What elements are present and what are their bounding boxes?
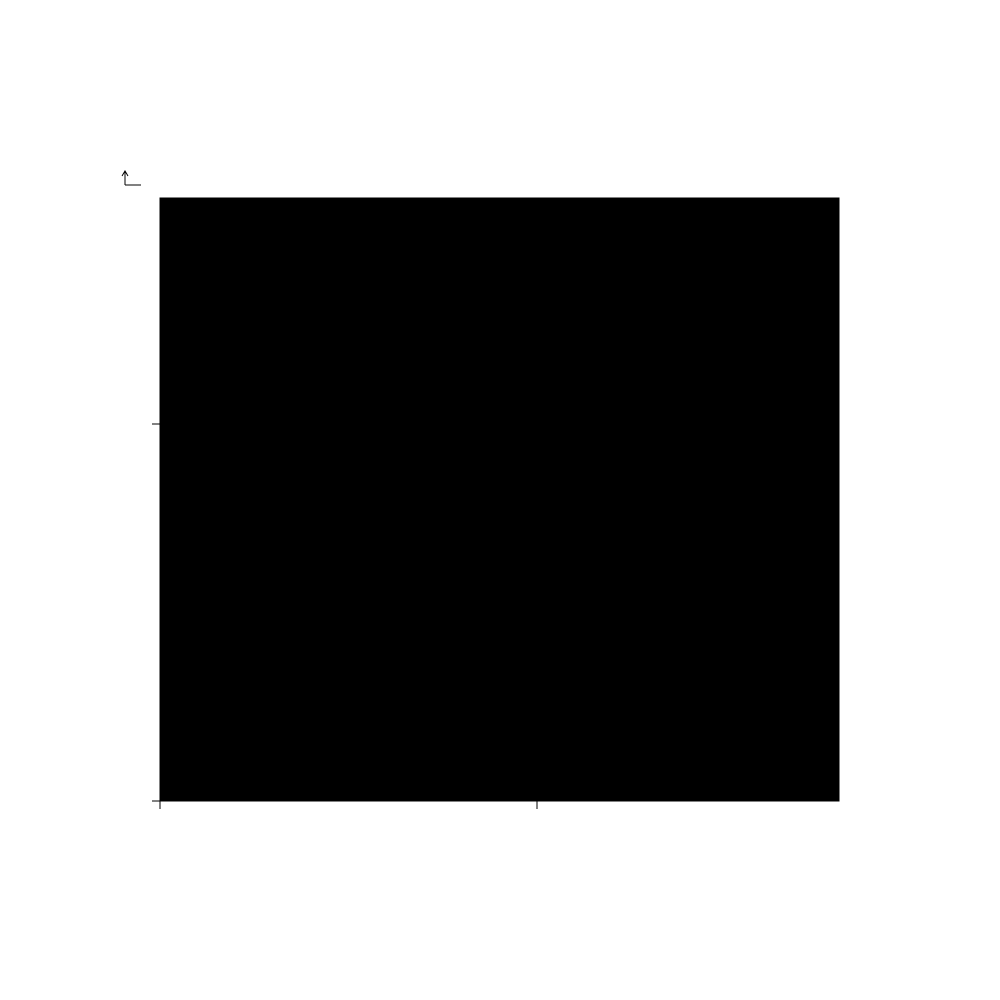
wind-speed-field — [160, 198, 839, 801]
reference-vector — [122, 171, 141, 185]
